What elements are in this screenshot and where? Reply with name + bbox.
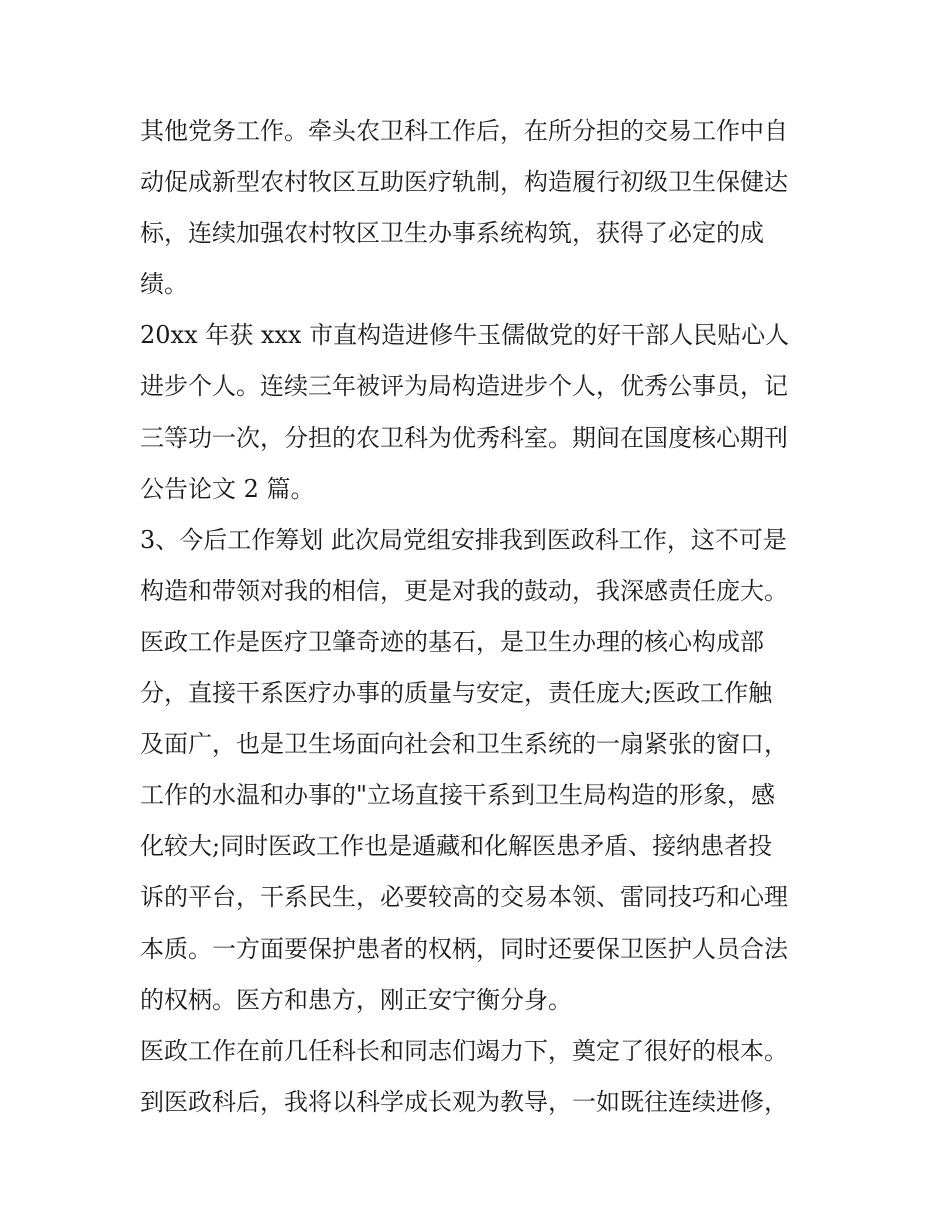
text-line: 3、今后工作筹划 此次局党组安排我到医政科工作，这不可是	[140, 525, 787, 554]
text-line: 绩。	[140, 270, 188, 299]
text-line: 医政工作是医疗卫肇奇迹的基石，是卫生办理的核心构成部	[140, 627, 764, 656]
text-line: 工作的水温和办事的"立场直接干系到卫生局构造的形象，感	[140, 781, 776, 810]
text-line: 三等功一次，分担的农卫科为优秀科室。期间在国度核心期刊	[140, 423, 788, 452]
text-line: 医政工作在前几任科长和同志们竭力下，奠定了很好的根本。	[140, 1036, 788, 1065]
text-line: 到医政科后，我将以科学成长观为教导，一如既往连续进修，	[140, 1087, 788, 1116]
text-line: 分，直接干系医疗办事的质量与安定，责任庞大;医政工作触	[140, 679, 773, 708]
text-line: 诉的平台，干系民生，必要较高的交易本领、雷同技巧和心理	[140, 883, 788, 912]
text-line: 其他党务工作。牵头农卫科工作后，在所分担的交易工作中自	[140, 117, 788, 145]
text-line: 动促成新型农村牧区互助医疗轨制，构造履行初级卫生保健达	[140, 168, 788, 197]
text-line: 的权柄。医方和患方，刚正安宁衡分身。	[140, 985, 572, 1014]
document-body	[140, 106, 820, 1128]
text-line: 及面广，也是卫生场面向社会和卫生系统的一扇紧张的窗口，	[140, 730, 788, 759]
text-line: 进步个人。连续三年被评为局构造进步个人，优秀公事员，记	[140, 372, 788, 401]
text-line: 化较大;同时医政工作也是遁藏和化解医患矛盾、接纳患者投	[140, 832, 773, 861]
text-line: 公告论文 2 篇。	[140, 474, 315, 503]
text-line: 标，连续加强农村牧区卫生办事系统构筑，获得了必定的成	[140, 219, 764, 248]
text-line: 构造和带领对我的相信，更是对我的鼓动，我深感责任庞大。	[140, 576, 788, 605]
text-line: 20xx 年获 xxx 市直构造进修牛玉儒做党的好干部人民贴心人	[140, 321, 790, 350]
text-line: 本质。一方面要保护患者的权柄，同时还要保卫医护人员合法	[140, 934, 788, 963]
